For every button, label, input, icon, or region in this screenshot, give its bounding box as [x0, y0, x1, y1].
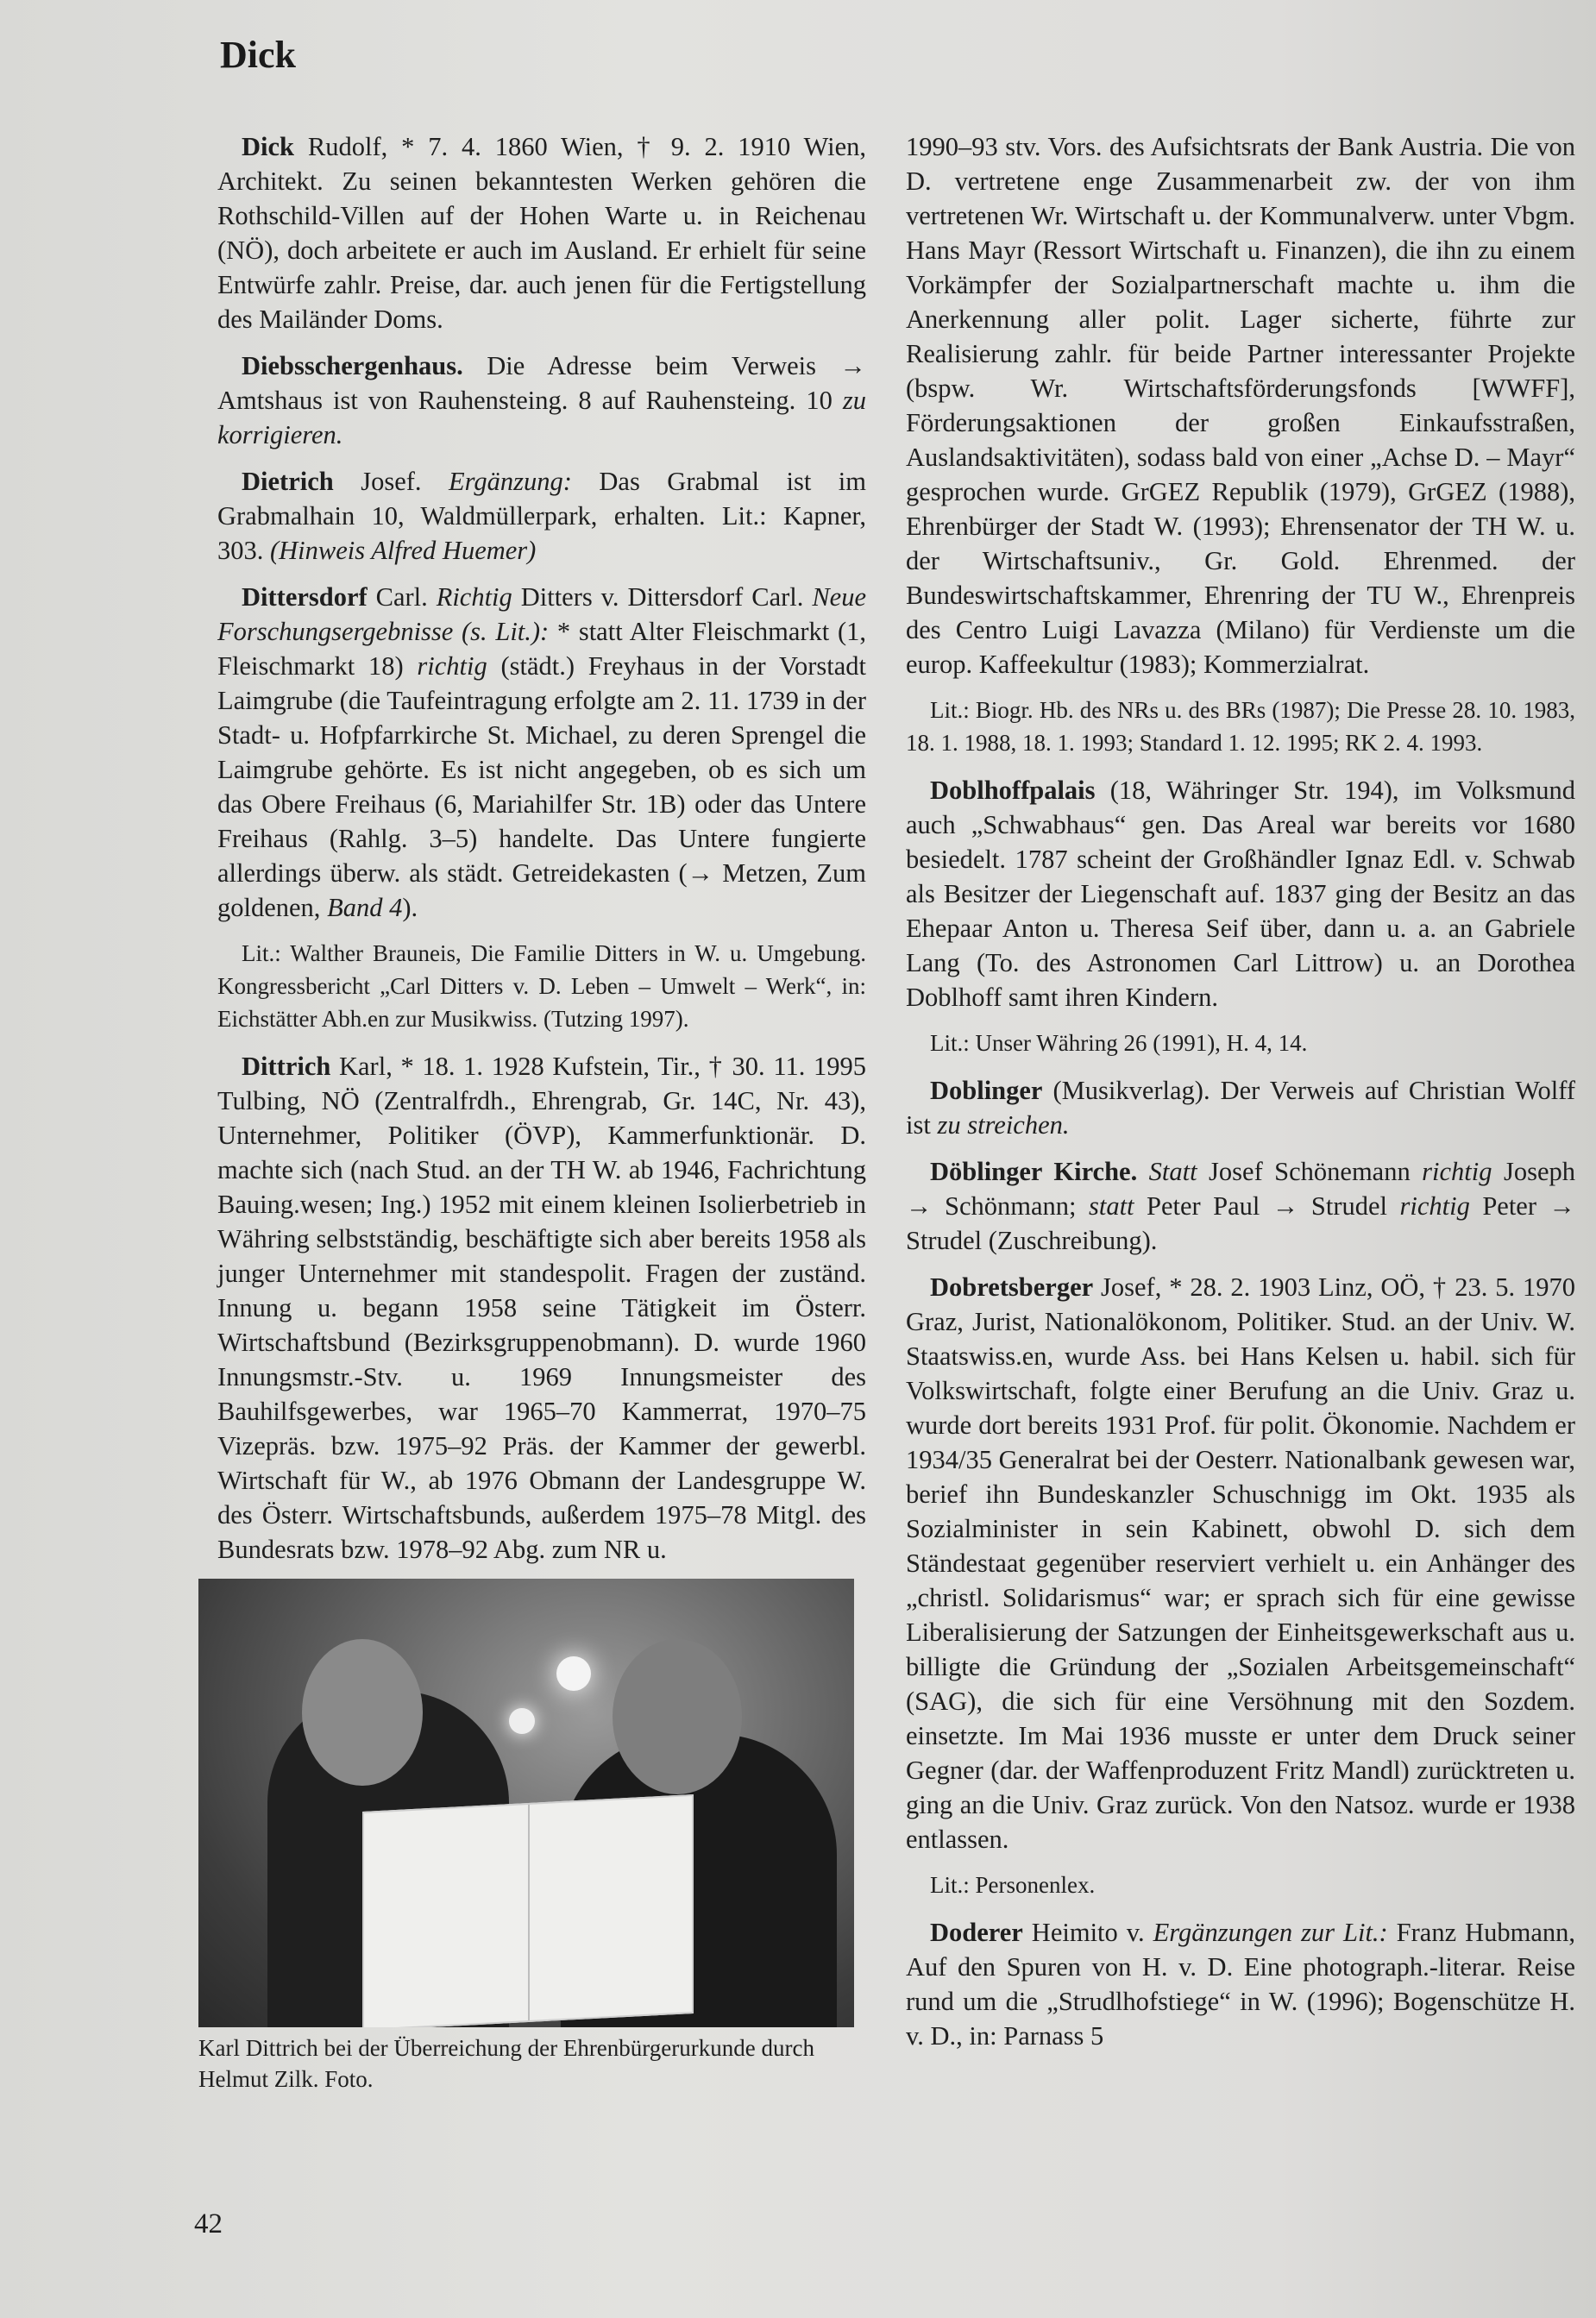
entry-dick: Dick Rudolf, * 7. 4. 1860 Wien, † 9. 2. 1910 Wien, Architekt. Zu seinen bekanntesten Werken gehören die Rothschild-Villen auf der Hohen Warte u. in Reichenau (NÖ), doch arbeitete er auch im Ausland. Er erhielt für seine Entwürfe zahlr. Preise, dar. auch jenen für die Fertigstellung des Mailänder Doms. — [217, 132, 866, 334]
headword: Doderer — [930, 1918, 1023, 1947]
photo-caption: Karl Dittrich bei der Überreichung der Ehrenbürgerurkunde durch Helmut Zilk. Foto. — [198, 2035, 814, 2092]
right-column — [906, 129, 1575, 2065]
photo-dittrich-zilk — [198, 1579, 854, 2027]
headword: Dick — [242, 132, 294, 161]
entry-dittrich-continued: 1990–93 stv. Vors. des Aufsichtsrats der Bank Austria. Die von D. vertretene enge Zusammenarbeit zw. der von ihm vertretenen Wr. Wirtschaft u. der Kommunalverw. unter Vbgm. Hans Mayr (Ressort Wirtschaft u. Finanzen), die ihn zu einem Vorkämpfer der Sozialpartnerschaft machte u. ihm die Anerkennung aller polit. Lager sicherte, führte zur Realisierung zahlr. für beide Partner interessanter Projekte (bspw. Wr. Wirtschaftsförderungsfonds [WWFF], Förderungsaktionen der großen Einkaufsstraßen, Auslandsaktivitäten), sodass bald von einer „Achse D. – Mayr“ gesprochen wurde. GrGEZ Republik (1979), GrGEZ (1988), Ehrenbürger der Stadt W. (1993); Ehrensenator der TH W. u. der Wirtschaftsuniv., Gr. Gold. Ehrenmed. der Bundeswirtschaftskammer, Ehrenring der TU W., Ehrenpreis des Centro Luigi Lavazza (Milano) für Verdienste um die europ. Kaffeekultur (1983); Kommerzialrat. — [906, 132, 1575, 679]
headword: Doblhoffpalais — [930, 776, 1096, 805]
page-number: 42 — [194, 2208, 223, 2239]
entry-dittrich: Dittrich Karl, * 18. 1. 1928 Kufstein, Tir., † 30. 11. 1995 Tulbing, NÖ (Zentralfrdh., Ehrengrab, Gr. 14C, Nr. 43), Unternehmer, Politiker (ÖVP), Kammerfunktionär. D. machte sich (nach Stud. an der TH W. ab 1946, Fachrichtung Bauing.wesen; Ing.) 1952 mit einem kleinen Isolierbetrieb in Währing selbstständig, beschäftigte sich aber bereits 1958 als junger Unternehmer mit standespolit. Fragen der zuständ. Innung u. begann 1958 seine Tätigkeit im Österr. Wirtschaftsbund (Bezirksgruppenobmann). D. wurde 1960 Innungsmstr.-Stv. u. 1969 Innungsmeister des Bauhilfsgewerbes, war 1965–70 Kammerrat, 1970–75 Vizepräs. bzw. 1975–92 Präs. der Kammer der gewerbl. Wirtschaft für W., ab 1976 Obmann der Landesgruppe W. des Österr. Wirtschaftsbunds, außerdem 1975–78 Mitgl. des Bundesrats bzw. 1978–92 Abg. zum NR u. — [217, 1052, 866, 1564]
entry-dobretsberger: Dobretsberger Josef, * 28. 2. 1903 Linz, OÖ, † 23. 5. 1970 Graz, Jurist, Nationalökonom, Politiker. Stud. an der Univ. W. Staatswiss.en, wurde Ass. bei Hans Kelsen u. habil. sich für Volkswirtschaft, folgte einer Berufung an die Univ. Graz u. wurde dort bereits 1931 Prof. für polit. Ökonomie. Nachdem er 1934/35 Generalrat bei der Oesterr. Nationalbank gewesen war, berief ihn Bundeskanzler Schuschnigg im Okt. 1935 als Sozialminister in sein Kabinett, obwohl D. sich dem Ständestaat gegenüber reserviert verhielt u. ein Anhänger des „christl. Solidarismus“ war; er sprach sich für eine gewisse Liberalisierung der Satzungen der Einheitsgewerkschaft aus u. billigte die Gründung der „Sozialen Arbeitsgemeinschaft“ (SAG), die sich für eine Versöhnung mit den Sozdem. einsetzte. Im Mai 1936 musste er unter dem Druck seiner Gegner (dar. der Waffenproduzent Fritz Mandl) zurücktreten u. ging an die Univ. Graz zurück. Von den Natsoz. wurde er 1938 entlassen. — [906, 1272, 1575, 1854]
entry-diebsschergenhaus: Diebsschergenhaus. Die Adresse beim Verweis → Amtshaus ist von Rauhensteing. 8 auf Rauhensteing. 10 zu korrigieren. — [217, 351, 866, 449]
headword: Doblinger — [930, 1076, 1043, 1105]
headword: Dittrich — [242, 1052, 331, 1081]
headword: Dittersdorf — [242, 582, 368, 612]
literature-doblhoffpalais: Lit.: Unser Währing 26 (1991), H. 4, 14. — [930, 1030, 1308, 1056]
headword: Döblinger Kirche. — [930, 1157, 1138, 1186]
headword: Diebsschergenhaus. — [242, 351, 463, 380]
literature-dobretsberger: Lit.: Personenlex. — [930, 1872, 1096, 1898]
entry-doblinger: Doblinger (Musikverlag). Der Verweis auf Christian Wolff ist zu streichen. — [906, 1076, 1575, 1140]
entry-dietrich: Dietrich Josef. Ergänzung: Das Grabmal ist im Grabmalhain 10, Waldmüllerpark, erhalten. Lit.: Kapner, 303. (Hinweis Alfred Huemer) — [217, 467, 866, 565]
headword: Dietrich — [242, 467, 334, 496]
literature-dittrich: Lit.: Biogr. Hb. des NRs u. des BRs (1987); Die Presse 28. 10. 1983, 18. 1. 1988, 18. 1. 1993; Standard 1. 12. 1995; RK 2. 4. 1993. — [906, 697, 1575, 756]
headword: Dobretsberger — [930, 1272, 1094, 1302]
entry-dittersdorf: Dittersdorf Carl. Richtig Ditters v. Dittersdorf Carl. Neue Forschungsergebnisse (s. Lit.): * statt Alter Fleischmarkt (1, Fleischmarkt 18) richtig (städt.) Freyhaus in der Vorstadt Laimgrube (die Taufeintragung erfolgte am 2. 11. 1739 in der Stadt- u. Hofpfarrkirche St. Michael, zu deren Sprengel die Laimgrube gehörte. Es ist nicht angegeben, ob es sich um das Obere Freihaus (6, Mariahilfer Str. 1B) oder das Untere Freihaus (Rahlg. 3–5) handelte. Das Untere fungierte allerdings überw. als städt. Getreidekasten (→ Metzen, Zum goldenen, Band 4). — [217, 582, 866, 922]
entry-doderer: Doderer Heimito v. Ergänzungen zur Lit.: Franz Hubmann, Auf den Spuren von H. v. D. Eine photograph.-literar. Reise rund um die „Strudlhofstiege“ in W. (1996); Bogenschütze H. v. D., in: Parnass 5 — [906, 1918, 1575, 2051]
literature-dittersdorf: Lit.: Walther Brauneis, Die Familie Ditters in W. u. Umgebung. Kongressbericht „Carl Ditters v. D. Leben – Umwelt – Werk“, in: Eichstätter Abh.en zur Musikwiss. (Tutzing 1997). — [217, 940, 866, 1032]
entry-doblhoffpalais: Doblhoffpalais (18, Währinger Str. 194), im Volksmund auch „Schwabhaus“ gen. Das Areal war bereits vor 1680 besiedelt. 1787 scheint der Großhändler Ignaz Edl. v. Schwab als Besitzer der Liegenschaft auf. 1837 ging der Besitz an das Ehepaar Anton u. Theresa Seif über, dann u. a. an Gabriele Lang (To. des Astronomen Carl Littrow) u. an Dorothea Doblhoff samt ihren Kindern. — [906, 776, 1575, 1012]
entry-doeblinger-kirche: Döblinger Kirche. Statt Josef Schönemann richtig Joseph → Schönmann; statt Peter Paul → Strudel richtig Peter → Strudel (Zuschreibung). — [906, 1157, 1575, 1255]
left-column — [198, 129, 866, 2095]
running-head: Dick — [220, 34, 296, 76]
